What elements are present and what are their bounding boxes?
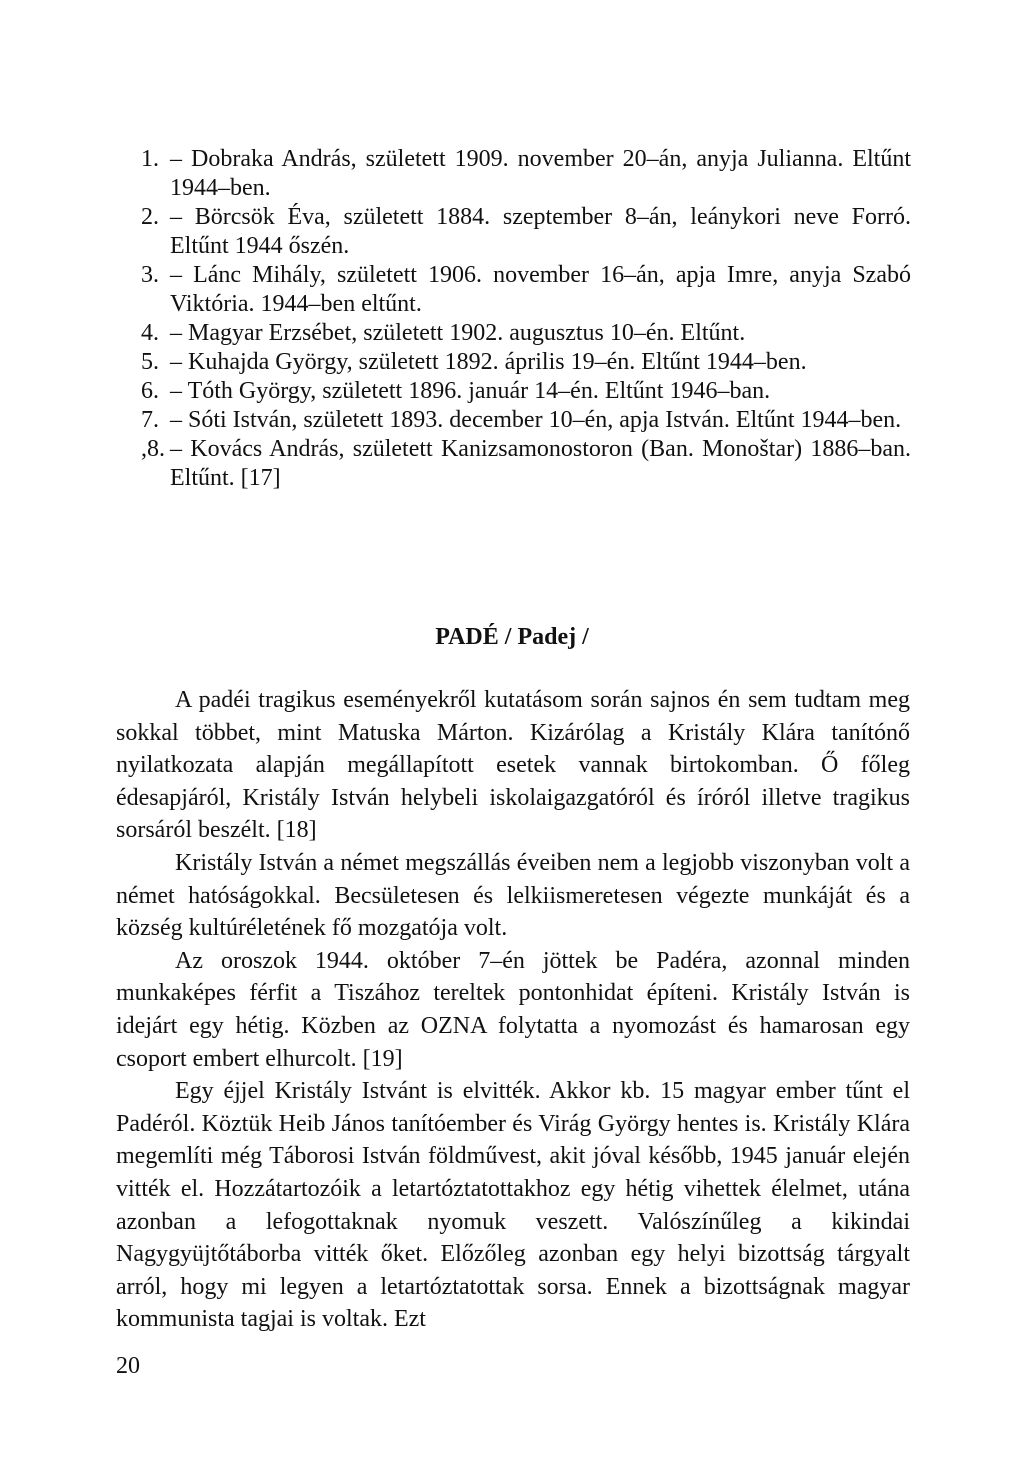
list-item — [141, 261, 911, 319]
list-item-text: – Sóti István, született 1893. december 10–én, apja István. Eltűnt 1944–ben. — [170, 407, 902, 433]
list-item-text: – Börcsök Éva, született 1884. szeptember 8–án, leánykori neve Forró. Eltűnt 1944 őszén. — [170, 204, 911, 259]
list-item-number: 5. — [141, 349, 159, 375]
list-item-number: 6. — [141, 378, 159, 404]
paragraph: Az oroszok 1944. október 7–én jöttek be Padéra, azonnal minden munkaképes férfit a Tiszához tereltek pontonhidat építeni. Kristály István is idejárt egy hétig. Közben az OZNA folytatta a nyomozást és hamarosan egy csoport embert elhurcolt. [19] — [116, 947, 910, 1072]
body-text — [116, 684, 910, 1336]
page-number: 20 — [116, 1353, 140, 1379]
list-item-number: 7. — [141, 407, 159, 433]
list-item-text: – Magyar Erzsébet, született 1902. augusztus 10–én. Eltűnt. — [170, 320, 746, 346]
list-item — [141, 145, 911, 203]
paragraph: Kristály István a német megszállás éveiben nem a legjobb viszonyban volt a német hatóságokkal. Becsületesen és lelkiismeretesen végezte munkáját és a község kultúréletének fő mozgatója volt. — [116, 849, 910, 942]
section-heading: PADÉ / Padej / — [435, 624, 589, 650]
list-item-text: – Tóth György, született 1896. január 14–én. Eltűnt 1946–ban. — [170, 378, 771, 404]
paragraph: A padéi tragikus eseményekről kutatásom során sajnos én sem tudtam meg sokkal többet, mint Matuska Márton. Kizárólag a Kristály Klára tanítónő nyilatkozata alapján megállapított esetek vannak birtokomban. Ő főleg édesapjáról, Kristály István helybeli iskolaigazgatóról és íróról illetve tragikus sorsáról beszélt. [18] — [116, 687, 910, 844]
list-item-number: 3. — [141, 262, 159, 288]
list-item — [141, 319, 911, 348]
missing-persons-list — [141, 145, 911, 493]
list-item-text: – Kuhajda György, született 1892. április 19–én. Eltűnt 1944–ben. — [170, 349, 807, 375]
list-item — [141, 406, 911, 435]
list-item-text: – Dobraka András, született 1909. november 20–án, anyja Julianna. Eltűnt 1944–ben. — [170, 146, 911, 201]
list-item — [141, 203, 911, 261]
paragraph: Egy éjjel Kristály Istvánt is elvitték. Akkor kb. 15 magyar ember tűnt el Padéról. Köztük Heib János tanítóember és Virág György hentes is. Kristály Klára megemlíti még Táborosi István földművest, akit jóval később, 1945 január elején vitték el. Hozzátartozóik a letartóztatottakhoz egy hétig vihettek élelmet, utána azonban a lefogottaknak nyomuk veszett. Valószínűleg a kikindai Nagygyüjtőtáborba vitték őket. Előzőleg azonban egy helyi bizottság tárgyalt arról, hogy mi legyen a letartóztatottak sorsa. Ennek a bizottságnak magyar kommunista tagjai is voltak. Ezt — [116, 1078, 910, 1333]
list-item-text: – Kovács András, született Kanizsamonostoron (Ban. Monoštar) 1886–ban. Eltűnt. [17] — [170, 436, 911, 491]
list-item — [141, 348, 911, 377]
list-item-number: 1. — [141, 146, 159, 172]
list-item — [141, 435, 911, 493]
list-item-text: – Lánc Mihály, született 1906. november 16–án, apja Imre, anyja Szabó Viktória. 1944–ben eltűnt. — [170, 262, 911, 317]
list-item-number: 2. — [141, 204, 159, 230]
list-item-number: 4. — [141, 320, 159, 346]
list-item — [141, 377, 911, 406]
list-item-number: ,8. — [141, 436, 165, 462]
